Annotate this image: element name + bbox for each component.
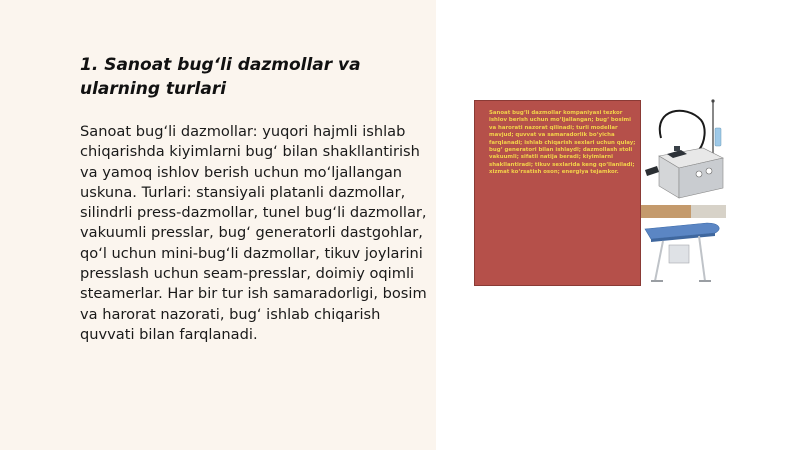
red-info-panel bbox=[474, 100, 641, 286]
steam-iron-machine-image bbox=[641, 98, 726, 204]
slide-body-text: Sanoat bug‘li dazmollar: yuqori hajmli ishlab chiqarishda kiyimlarni bug‘ bilan shakllantirish va yamoq ishlov berish uchun mo‘ljallangan uskuna. Turlari: stansiyali platanli dazmollar, silindrli press-dazmollar, tunel bug‘li dazmollar, vakuumli presslar, bug‘ generatorli dastgohlar, qo‘l uchun mini-bug‘li dazmollar, tikuv joylarini presslash uchun seam-presslar, doimiy oqimli steamerlar. Har bir tur ish samaradorligi, bosim va harorat nazorati, bug‘ ishlab chiqarish quvvati bilan farqlanadi. bbox=[80, 123, 427, 343]
stripe-segment bbox=[691, 205, 726, 218]
color-stripe bbox=[641, 205, 726, 218]
vacuum-ironing-table-image bbox=[641, 219, 726, 288]
product-image bbox=[474, 98, 726, 288]
stripe-segment bbox=[641, 205, 691, 218]
overlay-text: Sanoat bug‘li dazmollar kompaniyasi tezkor ishlov berish uchun mo‘ljallangan; bug‘ bosimi va harorati nazorat qilinadi; turli modellar mavjud; quvvat va samaradorlik bo‘yicha farqlanadi; ishlab chiqarish sexlari uchun qulay; bug‘ generatori bilan ishlaydi; dazmollash stoli vakuumli; sifatli natija beradi; kiyimlarni shakllantiradi; tikuv sexlarida keng qo‘llaniladi; xizmat ko‘rsatish oson; energiya tejamkor. bbox=[489, 110, 636, 176]
slide-title: 1. Sanoat bug‘li dazmollar va ularning turlari bbox=[80, 55, 361, 99]
